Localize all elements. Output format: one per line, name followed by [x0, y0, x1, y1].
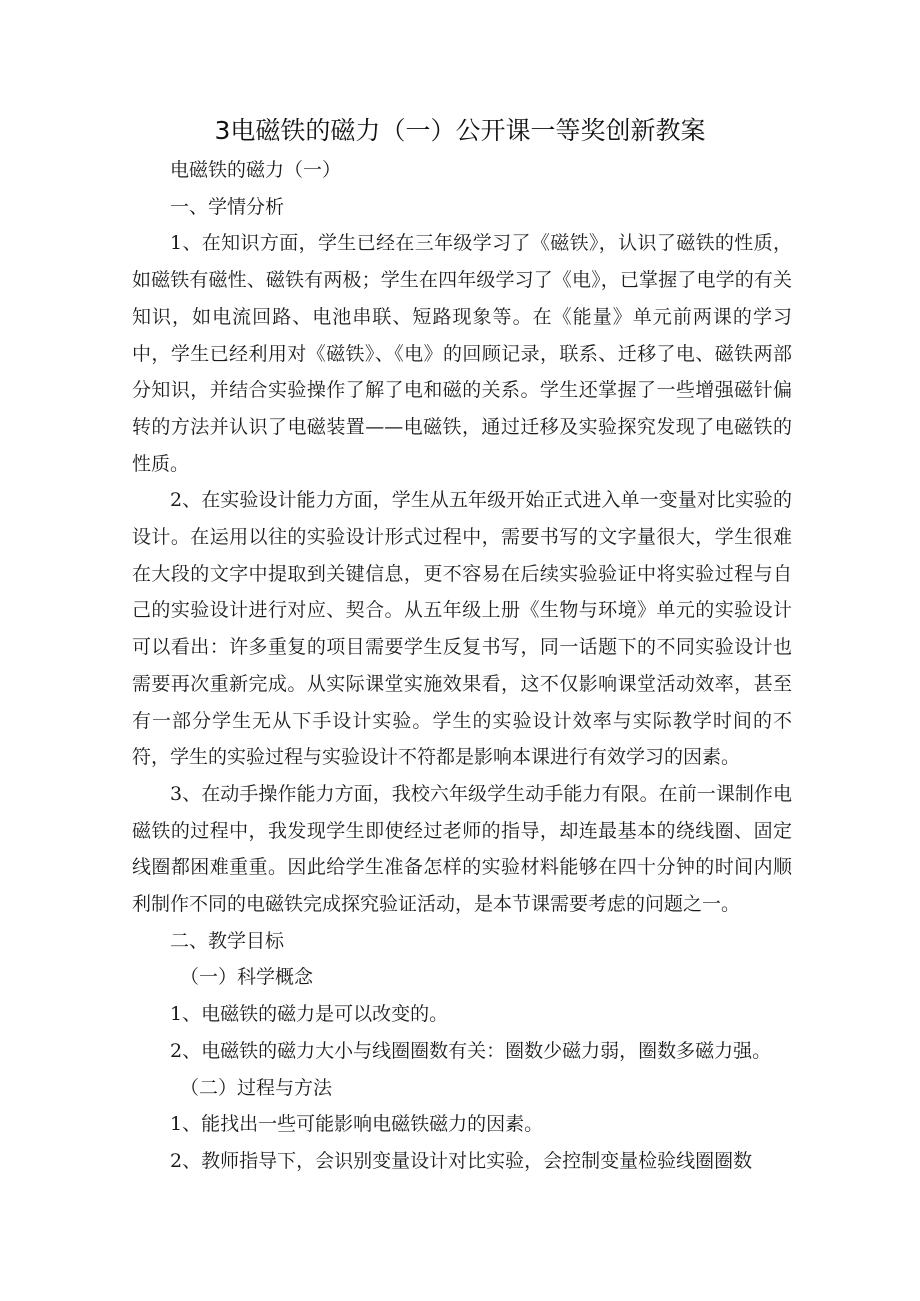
paragraph-hands-on: 3、在动手操作能力方面，我校六年级学生动手能力有限。在前一课制作电磁铁的过程中，我发现学生即使经过老师的指导，却连最基本的绕线圈、固定线圈都困难重重。因此给学生准备怎样的实验材料能够在四十分钟的时间内顺利制作不同的电磁铁完成探究验证活动，是本节课需要考虑的问题之一。	[132, 782, 792, 916]
document-body	[132, 152, 792, 1180]
list-item: 1、能找出一些可能影响电磁铁磁力的因素。	[170, 1113, 544, 1136]
paragraph-knowledge: 1、在知识方面，学生已经在三年级学习了《磁铁》，认识了磁铁的性质，如磁铁有磁性、磁铁有两极；学生在四年级学习了《电》，已掌握了电学的有关知识，如电流回路、电池串联、短路现象等。在《能量》单元前两课的学习中，学生已经利用对《磁铁》、《电》的回顾记录，联系、迁移了电、磁铁两部分知识，并结合实验操作了解了电和磁的关系。学生还掌握了一些增强磁针偏转的方法并认识了电磁装置——电磁铁，通过迁移及实验探究发现了电磁铁的性质。	[132, 232, 792, 475]
paragraph-experiment-design: 2、在实验设计能力方面，学生从五年级开始正式进入单一变量对比实验的设计。在运用以往的实验设计形式过程中，需要书写的文字量很大，学生很难在大段的文字中提取到关键信息，更不容易在后续实验验证中将实验过程与自己的实验设计进行对应、契合。从五年级上册《生物与环境》单元的实验设计可以看出：许多重复的项目需要学生反复书写，同一话题下的不同实验设计也需要再次重新完成。从实际课堂实施效果看，这不仅影响课堂活动效率，甚至有一部分学生无从下手设计实验。学生的实验设计效率与实际教学时间的不符，学生的实验过程与实验设计不符都是影响本课进行有效学习的因素。	[132, 489, 792, 769]
list-item: 1、电磁铁的磁力是可以改变的。	[170, 1003, 449, 1026]
lesson-subtitle: 电磁铁的磁力（一）	[170, 159, 342, 181]
list-item: 2、电磁铁的磁力大小与线圈圈数有关：圈数少磁力弱，圈数多磁力强。	[170, 1039, 772, 1062]
document-title: 3电磁铁的磁力（一）公开课一等奖创新教案	[214, 116, 706, 145]
list-item: 2、教师指导下，会识别变量设计对比实验，会控制变量检验线圈圈数	[170, 1149, 753, 1172]
section-heading-student-analysis: 一、学情分析	[170, 195, 285, 218]
subheading-science-concepts: （一）科学概念	[180, 966, 314, 989]
section-heading-teaching-goals: 二、教学目标	[170, 929, 285, 952]
subheading-process-methods: （二）过程与方法	[180, 1076, 333, 1099]
